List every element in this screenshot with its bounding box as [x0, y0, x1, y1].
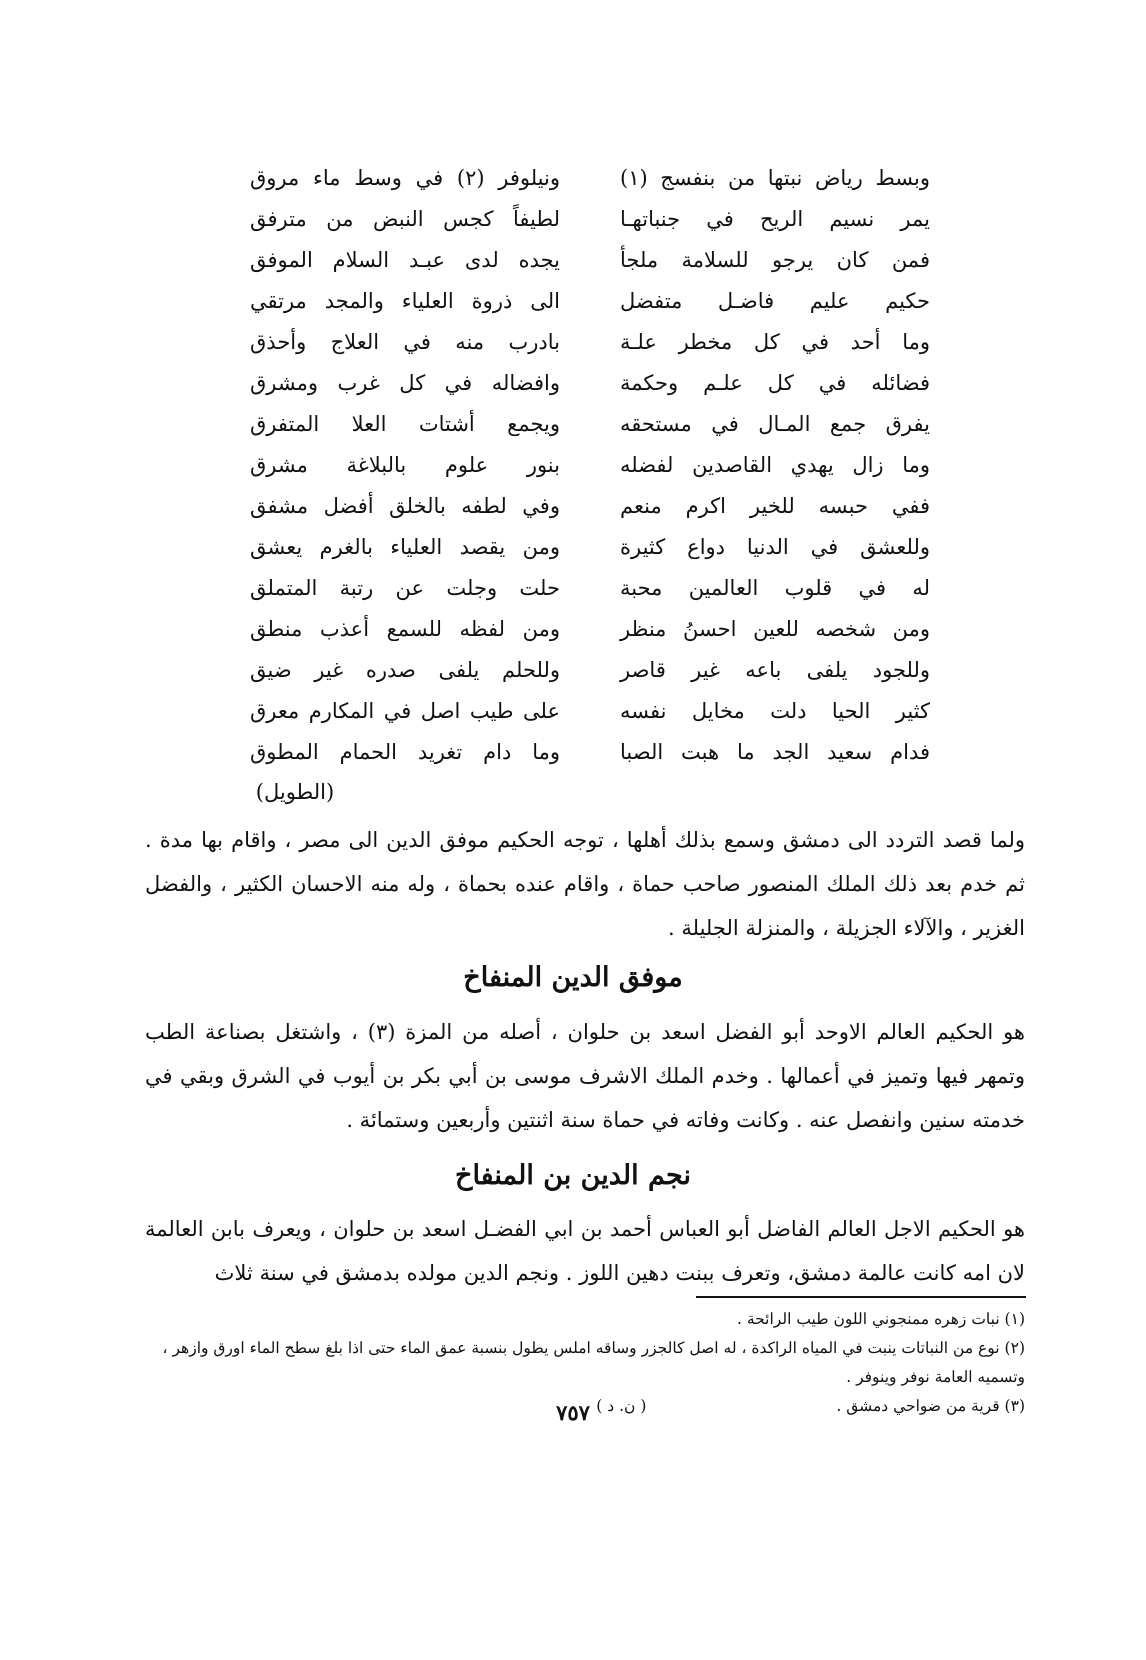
hemistich-first: كثير الحيا دلت مخايل نفسه: [620, 699, 930, 723]
hemistich-second: وللحلم يلفى صدره غير ضيق: [250, 658, 560, 682]
poem-verse: [250, 486, 930, 527]
footnote-signature: ( ن. د ): [596, 1397, 647, 1415]
hemistich-first: وبسط رياض نبتها من بنفسج (١): [620, 166, 930, 190]
poem-verse: [250, 199, 930, 240]
poem-verse: [250, 568, 930, 609]
section-heading-2: نجم الدين بن المنفاخ: [455, 1160, 691, 1191]
paragraph-3: [145, 1207, 1025, 1295]
hemistich-first: حكيم عليم فاضـل متفضل: [620, 289, 930, 313]
section-heading-1: موفق الدين المنفاخ: [463, 962, 683, 993]
hemistich-second: ونيلوفر (٢) في وسط ماء مروق: [250, 166, 560, 190]
hemistich-second: يجده لدى عبـد السلام الموفق: [250, 248, 560, 272]
poem-verse: [250, 527, 930, 568]
poem-verse: [250, 363, 930, 404]
paragraph-1: [145, 818, 1025, 950]
hemistich-second: ويجمع أشتات العلا المتفرق: [250, 412, 560, 436]
poem: [250, 158, 930, 773]
hemistich-first: فضائله في كل علـم وحكمة: [620, 371, 930, 395]
hemistich-second: على طيب اصل في المكارم معرق: [250, 699, 560, 723]
hemistich-first: وللعشق في الدنيا دواع كثيرة: [620, 535, 930, 559]
footnote-3-text: (٣) قرية من ضواحي دمشق .: [836, 1397, 1025, 1415]
poem-verse: [250, 404, 930, 445]
paragraph-2-text: هو الحكيم العالم الاوحد أبو الفضل اسعد بن حلوان ، أصله من المزة (٣) ، واشتغل بصناعة الطب وتمهر فيها وتميز في أعمالها . وخدم الملك الاشرف موسى بن أبي بكر بن أيوب في الشرق وبقي في خدمته سنين وانفصل عنه . وكانت وفاته في حماة سنة اثنتين وأربعين وستمائة .: [145, 1020, 1025, 1132]
poem-verse: [250, 322, 930, 363]
hemistich-second: الى ذروة العلياء والمجد مرتقي: [250, 289, 560, 313]
hemistich-second: بنور علوم بالبلاغة مشرق: [250, 453, 560, 477]
paragraph-1-text: ولما قصد التردد الى دمشق وسمع بذلك أهلها ، توجه الحكيم موفق الدين الى مصر ، واقام بها مدة . ثم خدم بعد ذلك الملك المنصور صاحب حماة ، واقام عنده بحماة ، وله منه الاحسان الكثير ، والفضل الغزير ، والآلاء الجزيلة ، والمنزلة الجليلة .: [145, 828, 1025, 940]
poem-verse: [250, 609, 930, 650]
hemistich-first: له في قلوب العالمين محبة: [620, 576, 930, 600]
hemistich-first: ومن شخصه للعين احسنُ منظر: [620, 617, 930, 641]
hemistich-first: وما زال يهدي القاصدين لفضله: [620, 453, 930, 477]
hemistich-first: يمر نسيم الريح في جنباتهـا: [620, 207, 930, 231]
poem-verse: [250, 445, 930, 486]
poem-meter-label: (الطويل): [255, 780, 335, 804]
page-number: ٧٥٧: [556, 1400, 590, 1425]
hemistich-first: يفرق جمع المـال في مستحقه: [620, 412, 930, 436]
poem-verse: [250, 691, 930, 732]
hemistich-second: وفي لطفه بالخلق أفضل مشفق: [250, 494, 560, 518]
hemistich-second: لطيفاً كجس النبض من مترفق: [250, 207, 560, 231]
hemistich-second: حلت وجلت عن رتبة المتملق: [250, 576, 560, 600]
hemistich-first: فمن كان يرجو للسلامة ملجأ: [620, 248, 930, 272]
footnote-2: (٢) نوع من النباتات ينبت في المياه الراكدة ، له اصل كالجزر وساقه املس يطول بنسبة عمق الماء حتى اذا بلغ سطح الماء اورق وازهر ، وتسميه العامة نوفر وينوفر .: [162, 1339, 1025, 1386]
poem-verse: [250, 158, 930, 199]
paragraph-3-text: هو الحكيم الاجل العالم الفاضل أبو العباس أحمد بن ابي الفضـل اسعد بن حلوان ، ويعرف بابن العالمة لان امه كانت عالمة دمشق، وتعرف ببنت دهين اللوز . ونجم الدين مولده بدمشق في سنة ثلاث: [145, 1217, 1025, 1285]
paragraph-2: [145, 1010, 1025, 1142]
hemistich-second: وافضاله في كل غرب ومشرق: [250, 371, 560, 395]
hemistich-second: وما دام تغريد الحمام المطوق: [250, 740, 560, 764]
poem-verse: [250, 732, 930, 773]
poem-verse: [250, 240, 930, 281]
hemistich-first: ففي حبسه للخير اكرم منعم: [620, 494, 930, 518]
hemistich-second: ومن يقصد العلياء بالغرم يعشق: [250, 535, 560, 559]
hemistich-first: وللجود يلفى باعه غير قاصر: [620, 658, 930, 682]
hemistich-first: وما أحد في كل مخطر علـة: [620, 330, 930, 354]
footnote-divider: [696, 1296, 1026, 1298]
hemistich-second: ومن لفظه للسمع أعذب منطق: [250, 617, 560, 641]
poem-verse: [250, 650, 930, 691]
hemistich-first: فدام سعيد الجد ما هبت الصبا: [620, 740, 930, 764]
hemistich-second: بادرب منه في العلاج وأحذق: [250, 330, 560, 354]
poem-verse: [250, 281, 930, 322]
footnote-1: (١) نبات زهره ممنجوني اللون طيب الرائحة .: [737, 1310, 1025, 1328]
